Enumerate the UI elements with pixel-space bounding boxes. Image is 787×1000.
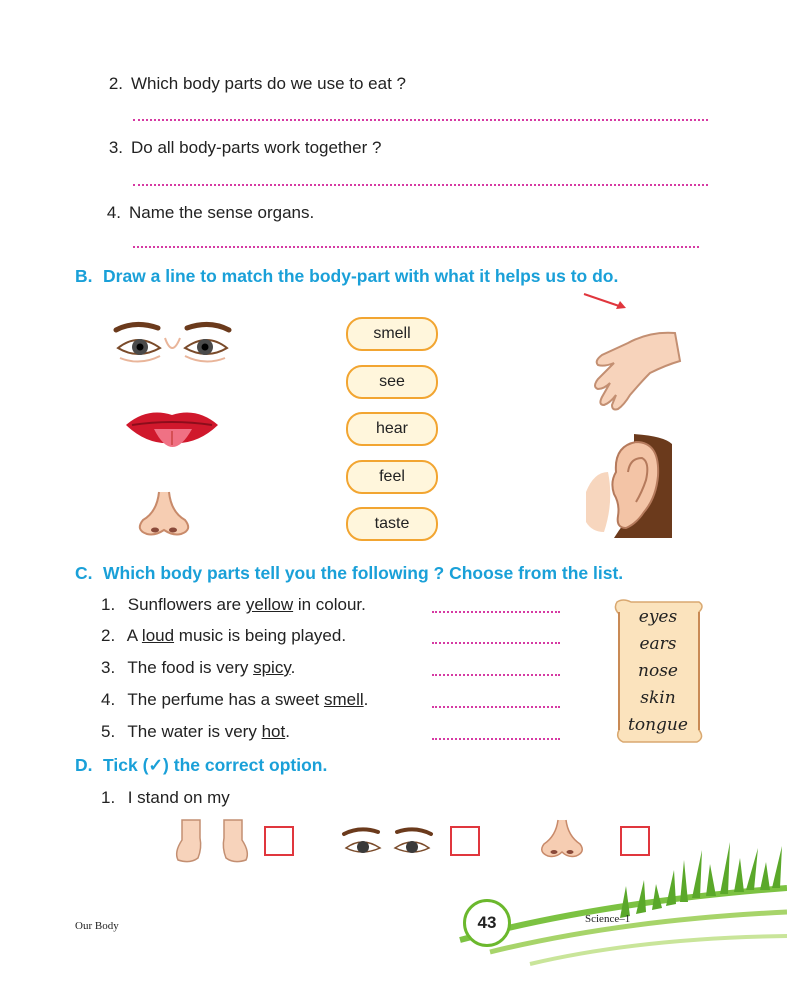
c-question-1 — [101, 595, 366, 615]
section-c-heading — [75, 563, 623, 584]
answer-line[interactable] — [133, 246, 699, 248]
answer-line[interactable] — [133, 184, 708, 186]
question-text: Which body parts do we use to eat ? — [131, 74, 406, 93]
c-question-3 — [101, 658, 295, 678]
question-pre: The water is very — [127, 722, 262, 741]
question-pre: Sunflowers are — [127, 595, 246, 614]
question-4 — [93, 203, 314, 223]
feet-image — [172, 818, 252, 866]
eyes-image — [110, 318, 235, 368]
answer-line[interactable] — [432, 674, 560, 676]
option-see[interactable]: see — [346, 365, 438, 399]
word-nose: nose — [638, 661, 678, 681]
word-list-scroll — [611, 598, 705, 744]
underlined-word: hot — [261, 722, 286, 741]
option-smell[interactable]: smell — [346, 317, 438, 351]
question-post: . — [290, 658, 296, 677]
question-number: 1. — [101, 595, 116, 614]
underlined-word: loud — [141, 626, 175, 645]
hand-image — [580, 325, 685, 413]
section-letter: C. — [75, 563, 93, 583]
question-text: Name the sense organs. — [129, 203, 315, 222]
question-post: . — [285, 722, 290, 741]
question-post: music is being played. — [174, 626, 347, 645]
word-eyes: eyes — [638, 607, 678, 627]
question-number: 5. — [101, 722, 116, 741]
question-2 — [95, 74, 406, 94]
underlined-word: yellow — [245, 595, 294, 614]
question-number: 2. — [108, 74, 123, 93]
word-ears: ears — [639, 634, 677, 654]
word-skin: skin — [640, 688, 676, 708]
option-feel[interactable]: feel — [346, 460, 438, 494]
question-number: 1. — [101, 788, 116, 807]
ear-image — [584, 432, 674, 540]
footer-chapter: Our Body — [75, 920, 119, 932]
underlined-word: smell — [323, 690, 364, 709]
d-question-1 — [101, 788, 230, 808]
question-number: 2. — [101, 626, 116, 645]
heading-text: Tick (✓) the correct option. — [103, 755, 328, 775]
heading-text: Which body parts tell you the following ? Choose from the list. — [103, 563, 624, 583]
answer-line[interactable] — [432, 706, 560, 708]
question-number: 4. — [101, 690, 116, 709]
heading-text: Draw a line to match the body-part with what it helps us to do. — [103, 266, 619, 286]
footer-subject: Science–1 — [585, 913, 631, 925]
option-taste[interactable]: taste — [346, 507, 438, 541]
c-question-2 — [101, 626, 346, 646]
c-question-5 — [101, 722, 290, 742]
word-tongue: tongue — [628, 715, 688, 735]
section-letter: B. — [75, 266, 93, 286]
question-text: I stand on my — [127, 788, 230, 807]
page-number: 43 — [463, 899, 511, 947]
question-pre: A — [126, 626, 142, 645]
answer-line[interactable] — [133, 119, 708, 121]
section-b-heading — [75, 266, 618, 287]
checkbox-feet[interactable] — [264, 826, 294, 856]
underlined-word: spicy — [253, 658, 291, 677]
question-pre: The perfume has a sweet — [127, 690, 324, 709]
section-letter: D. — [75, 755, 93, 775]
question-number: 3. — [101, 658, 116, 677]
question-pre: The food is very — [127, 658, 254, 677]
question-post: . — [363, 690, 369, 709]
question-text: Do all body-parts work together ? — [131, 138, 382, 157]
eyes-image — [340, 826, 435, 862]
option-hear[interactable]: hear — [346, 412, 438, 446]
answer-line[interactable] — [432, 738, 560, 740]
question-number: 3. — [108, 138, 123, 157]
arrow-icon — [582, 290, 628, 312]
question-post: in colour. — [293, 595, 366, 614]
c-question-4 — [101, 690, 368, 710]
answer-line[interactable] — [432, 611, 560, 613]
question-3 — [95, 138, 381, 158]
question-number: 4. — [106, 203, 121, 222]
nose-image — [133, 490, 195, 540]
tongue-image — [122, 405, 222, 455]
section-d-heading — [75, 755, 327, 776]
answer-line[interactable] — [432, 642, 560, 644]
